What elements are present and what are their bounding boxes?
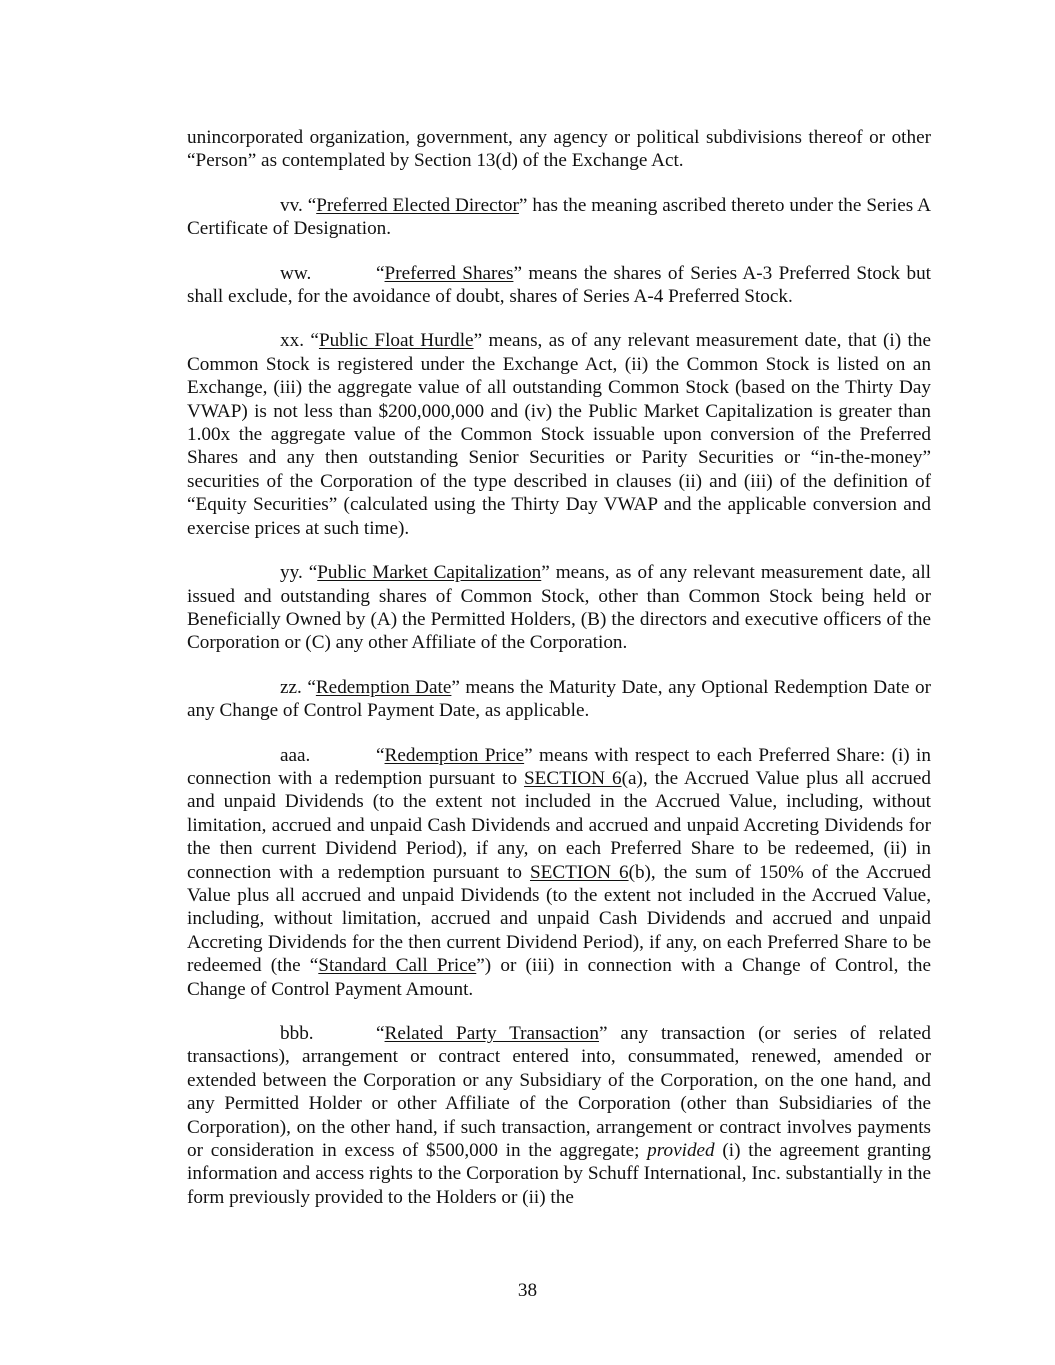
defined-term: Preferred Shares [384, 262, 514, 284]
page-number: 38 [517, 1280, 538, 1301]
section-reference: SECTION 6 [529, 861, 629, 883]
paragraph-text: (i) the agreement granting information and access rights to the Corporation by Schuff International, Inc. substantially in the form previously provided to the Holders or (ii) the [187, 1140, 931, 1208]
item-number: xx. [280, 330, 311, 352]
item-number: bbb. [280, 1023, 314, 1044]
paragraph-text: ” means, as of any relevant measurement date, all issued and outstanding shares of Common Stock, other than Common Stock being held or Beneficially Owned by (A) the Permitted Holders, (B) the directors and executive officers of the Corporation or (C) any other Affiliate of the Corporation. [187, 562, 932, 654]
paragraph-yy [187, 561, 931, 655]
paragraph-bbb [187, 1022, 931, 1209]
paragraph-text: (a), the Accrued Value plus all accrued and unpaid Dividends (to the extent not included in the Accrued Value, including, without limitation, accrued and unpaid Cash Dividends and accrued and unpaid Accreting Dividends for the then current Dividend Period), if any, on each Preferred Share to be redeemed, (ii) in connection with a redemption pursuant to [187, 767, 932, 883]
paragraph-vv [187, 194, 931, 241]
paragraph-text: ” has the meaning ascribed thereto under the Series A Certificate of Designation. [187, 194, 931, 240]
item-number: vv. [280, 194, 308, 216]
paragraph-aaa [187, 744, 931, 1001]
open-quote: “ [308, 562, 318, 584]
item-number: aaa. [280, 744, 311, 766]
defined-term: Preferred Elected Director [316, 194, 519, 216]
item-number: ww. [280, 262, 312, 284]
open-quote: “ [307, 194, 317, 216]
defined-term: Redemption Price [384, 744, 525, 766]
defined-term: Standard Call Price [318, 955, 477, 977]
defined-term: Public Float Hurdle [318, 330, 474, 352]
defined-term: Redemption Date [315, 676, 452, 698]
defined-term: Public Market Capitalization [317, 562, 542, 584]
paragraph-ww [187, 262, 931, 309]
paragraph-text: ” means the shares of Series A-3 Preferred Stock but shall exclude, for the avoidance of doubt, shares of Series A-4 Preferred Stock. [187, 262, 931, 308]
open-quote: “ [376, 262, 385, 284]
open-quote: “ [307, 676, 316, 698]
open-quote: “ [310, 330, 319, 352]
paragraph-text: unincorporated organization, government, any agency or political subdivisions thereof or other “Person” as contemplated by Section 13(d) of the Exchange Act. [187, 127, 931, 172]
paragraph-xx [187, 329, 931, 540]
defined-term: Related Party Transaction [384, 1023, 599, 1044]
open-quote: “ [376, 1023, 385, 1044]
paragraph-person-definition-continuation [187, 126, 931, 173]
emphasis-text: provided [647, 1140, 715, 1162]
paragraph-text: ” means, as of any relevant measurement date, that (i) the Common Stock is registered under the Exchange Act, (ii) the Common Stock is listed on an Exchange, (iii) the aggregate value of all outstanding Common Stock (based on the Thirty Day VWAP) is not less than $200,000,000 and (iv) the Public Market Capitalization is greater than 1.00x the aggregate value of the Common Stock issuable upon conversion of the Preferred Shares and any then outstanding Senior Securities or Parity Securities or “in-the-money” securities of the Corporation of the type described in clauses (ii) and (iii) of the definition of “Equity Securities” (calculated using the Thirty Day VWAP and the applicable conversion and exercise prices at such time). [187, 330, 932, 539]
paragraph-text: ”) or (iii) in connection with a Change of Control, the Change of Control Payment Amount. [187, 955, 932, 1000]
item-number: zz. [280, 676, 308, 698]
document-page [187, 126, 931, 1209]
paragraph-text: ” means the Maturity Date, any Optional Redemption Date or any Change of Control Payment Date, as applicable. [187, 676, 931, 722]
section-reference: SECTION 6 [524, 767, 622, 789]
paragraph-text: (b), the sum of 150% of the Accrued Value plus all accrued and unpaid Dividends (to the extent not included in the Accrued Value, including, without limitation, accrued and unpaid Cash Dividends and accrued and unpaid Accreting Dividends for the then current Dividend Period), if any, on each Preferred Share to be redeemed (the “ [187, 861, 931, 977]
paragraph-zz [187, 676, 931, 723]
paragraph-text: ” any transaction (or series of related transactions), arrangement or contract entered into, consummated, renewed, amended or extended between the Corporation or any Subsidiary of the Corporation, on the one hand, and any Permitted Holder or other Affiliate of the Corporation (other than Subsidiaries of the Corporation), on the other hand, if such transaction, arrangement or contract involves payments or consideration in excess of $500,000 in the aggregate; [187, 1023, 932, 1162]
open-quote: “ [376, 744, 385, 766]
paragraph-text: ” means with respect to each Preferred Share: (i) in connection with a redemption pursuant to [187, 744, 931, 789]
item-number: yy. [280, 562, 309, 584]
